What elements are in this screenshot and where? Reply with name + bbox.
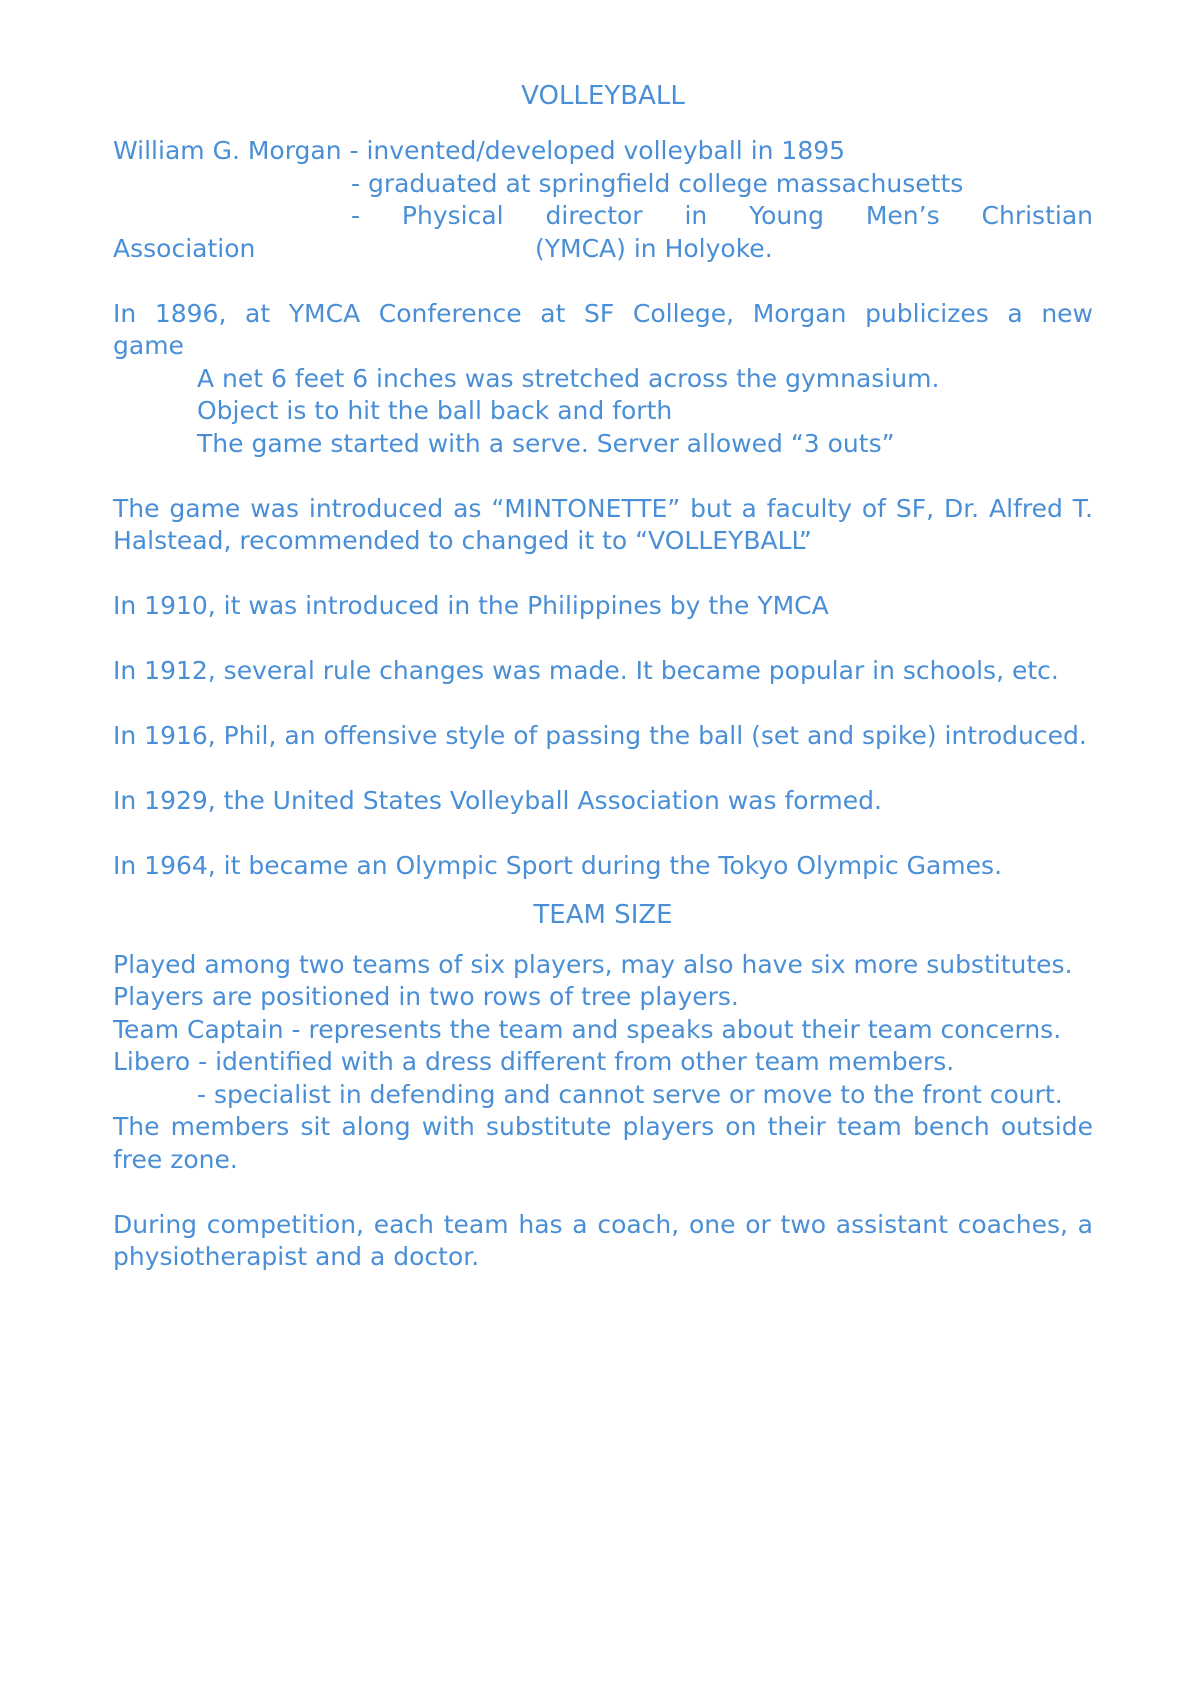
spacer (113, 460, 1093, 493)
p1896-item-net: A net 6 feet 6 inches was stretched across the gymnasium. (197, 363, 940, 393)
team-size-title: TEAM SIZE (533, 899, 673, 930)
spacer (113, 753, 1093, 786)
morgan-director-line: - Physical director in Young Men’s Christian (351, 201, 1093, 230)
spacer (113, 623, 1093, 656)
mintonette-paragraph: The game was introduced as “MINTONETTE” but a faculty of SF, Dr. Alfred T. Halstead, recommended to changed it to “VOLLEYBALL” (113, 493, 1093, 555)
libero-paragraph: Libero - identified with a dress different from other team members. (113, 1047, 955, 1076)
competition-paragraph: During competition, each team has a coach, one or two assistant coaches, a physiotherapist and a doctor. (113, 1209, 1093, 1271)
players-paragraph: Played among two teams of six players, may also have six more substitutes. (113, 949, 1073, 979)
p1896-item-serve: The game started with a serve. Server allowed “3 outs” (197, 428, 895, 458)
spacer (113, 941, 1093, 949)
ymca-holyoke-text: (YMCA) in Holyoke. (535, 233, 773, 263)
paragraph-1916: In 1916, Phil, an offensive style of passing the ball (set and spike) introduced. (113, 721, 1087, 750)
p1896-line1: In 1896, at YMCA Conference at SF College, Morgan publicizes a new (113, 298, 1093, 328)
morgan-line: William G. Morgan - invented/developed volleyball in 1895 (113, 136, 846, 165)
spacer (113, 1176, 1093, 1209)
spacer (113, 122, 1093, 135)
p1896-item-object: Object is to hit the ball back and forth (197, 396, 673, 425)
spacer (113, 558, 1093, 591)
document-page (113, 70, 1093, 1274)
morgan-association-line (113, 233, 1093, 266)
paragraph-1929: In 1929, the United States Volleyball Association was formed. (113, 786, 882, 815)
morgan-graduated-line: - graduated at springfield college massachusetts (351, 168, 964, 198)
captain-paragraph: Team Captain - represents the team and speaks about their team concerns. (113, 1014, 1062, 1044)
spacer (113, 818, 1093, 851)
paragraph-1912: In 1912, several rule changes was made. It became popular in schools, etc. (113, 656, 1059, 685)
association-text: Association (113, 233, 256, 263)
document-title: VOLLEYBALL (521, 81, 685, 111)
paragraph-1910: In 1910, it was introduced in the Philippines by the YMCA (113, 591, 829, 620)
paragraph-1964: In 1964, it became an Olympic Sport during the Tokyo Olympic Games. (113, 851, 1003, 880)
rows-paragraph: Players are positioned in two rows of tree players. (113, 982, 739, 1011)
spacer (113, 688, 1093, 721)
p1896-line2: game (113, 331, 184, 360)
libero-specialist-paragraph: - specialist in defending and cannot serve or move to the front court. (197, 1079, 1063, 1109)
bench-paragraph: The members sit along with substitute players on their team bench outside free zone. (113, 1112, 1093, 1174)
spacer (113, 265, 1093, 298)
